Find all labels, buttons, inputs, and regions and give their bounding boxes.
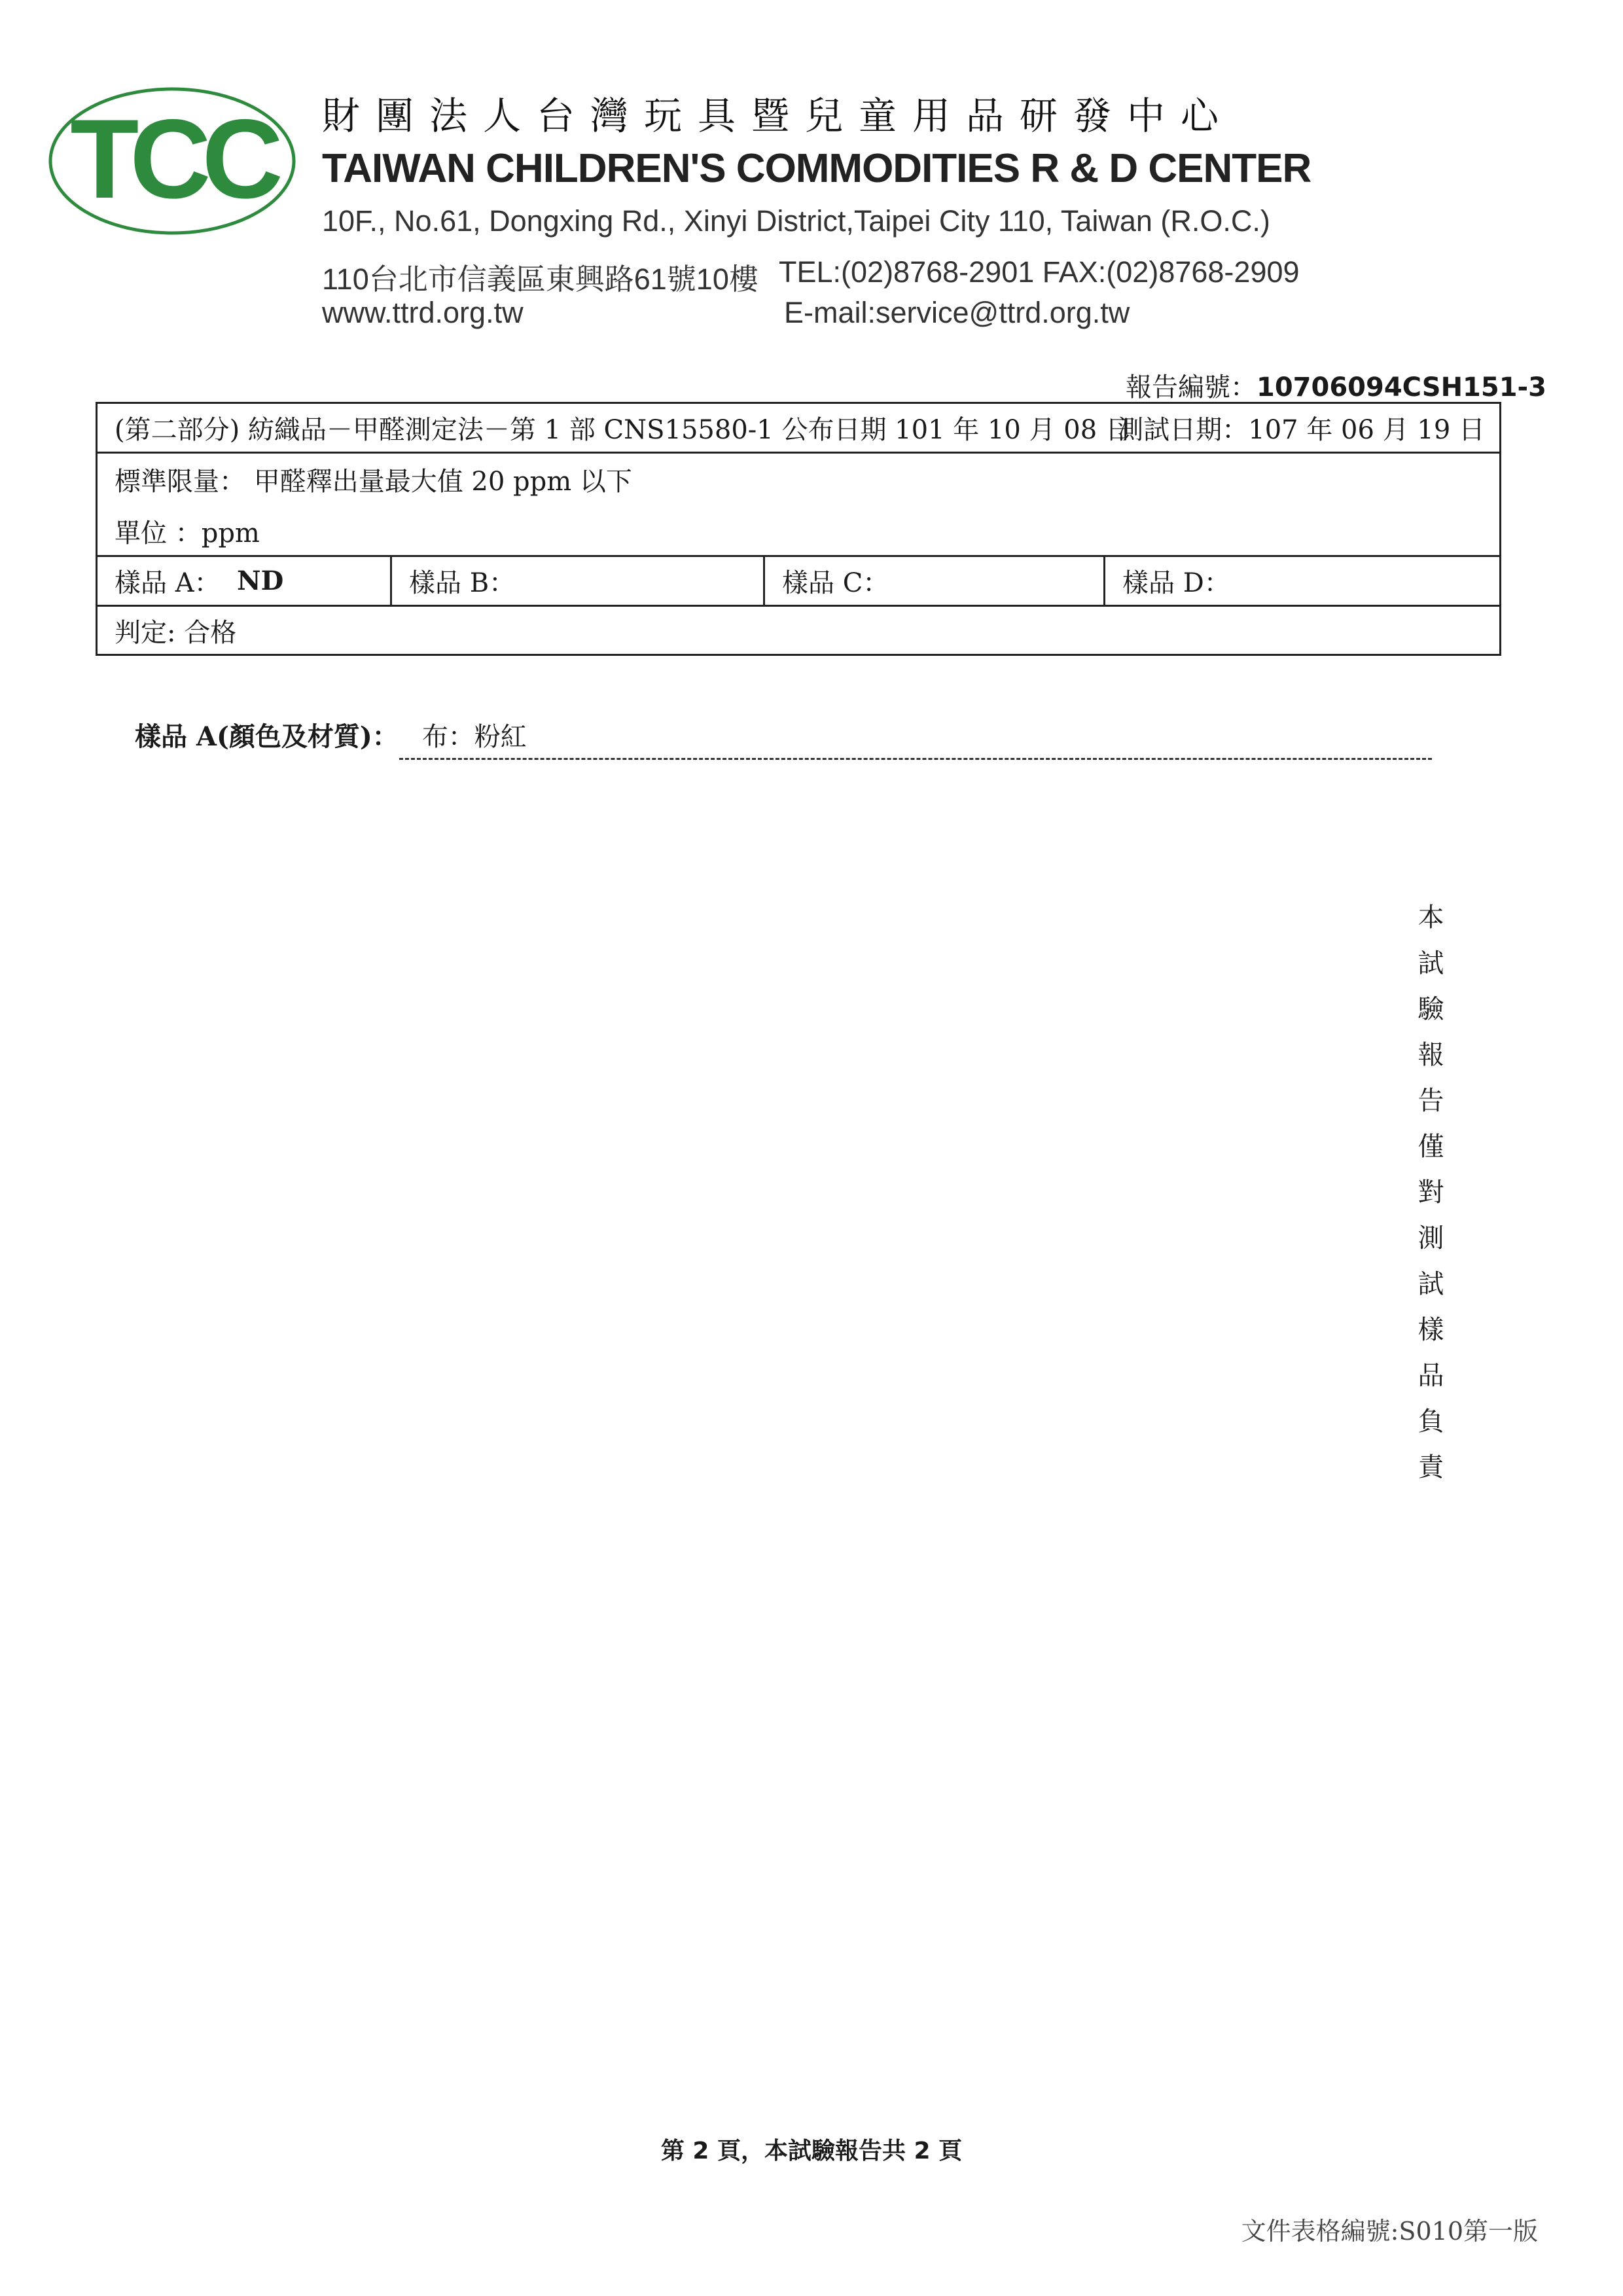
- address-en: 10F., No.61, Dongxing Rd., Xinyi District,Taipei City 110, Taiwan (R.O.C.): [322, 204, 1270, 238]
- report-number-value: 10706094CSH151-3: [1257, 372, 1546, 403]
- test-date: 測試日期：107 年 06 月 19 日: [1117, 415, 1485, 445]
- unit: 單位 ：ppm: [115, 518, 260, 548]
- tel-fax: TEL:(02)8768-2901 FAX:(02)8768-2909: [779, 255, 1300, 289]
- verdict-row: [98, 607, 1499, 654]
- vertical-disclaimer: 本試驗報告僅對測試樣品負責: [1414, 903, 1444, 1499]
- page-count: 第 2 頁，本試驗報告共 2 頁: [660, 2138, 963, 2164]
- address-zh: 110台北市信義區東興路61號10樓: [322, 262, 758, 296]
- sample-c-label: 樣品 C：: [782, 568, 889, 598]
- sample-description-value: 布：粉紅: [421, 722, 527, 752]
- sample-b-label: 樣品 B：: [409, 568, 516, 598]
- org-name-zh: 財團法人台灣玩具暨兒童用品研發中心: [322, 94, 1235, 138]
- limit-row: [98, 454, 1499, 557]
- website: www.ttrd.org.tw: [322, 296, 524, 329]
- result-table: [96, 402, 1501, 656]
- dashed-divider: [399, 758, 1432, 760]
- sample-c-cell: [765, 557, 1105, 605]
- standard-limit: 標準限量： 甲醛釋出量最大值 20 ppm 以下: [115, 467, 632, 497]
- org-name-en: TAIWAN CHILDREN'S COMMODITIES R & D CENTER: [322, 146, 1311, 191]
- samples-row: [98, 557, 1499, 607]
- test-method: (第二部分) 紡織品－甲醛測定法－第 1 部 CNS15580-1 公布日期 101 年 10 月 08 日: [115, 415, 1132, 445]
- sample-d-label: 樣品 D：: [1122, 568, 1230, 598]
- report-number-label: 報告編號：: [1126, 372, 1257, 403]
- verdict: 判定: 合格: [115, 617, 237, 648]
- method-row: [98, 404, 1499, 454]
- sample-description: [135, 716, 527, 753]
- sample-a-cell: [98, 557, 392, 605]
- sample-a-label: 樣品 A：: [115, 568, 221, 598]
- sample-d-cell: [1105, 557, 1499, 605]
- sample-b-cell: [392, 557, 765, 605]
- sample-a-value: ND: [237, 565, 284, 596]
- report-number: [1126, 367, 1546, 404]
- email: E-mail:service@ttrd.org.tw: [784, 296, 1130, 329]
- sample-description-label: 樣品 A(顏色及材質)：: [135, 721, 399, 752]
- tcc-logo: [47, 85, 297, 237]
- form-number: 文件表格編號:S010第一版: [1241, 2217, 1538, 2246]
- logo-text: TCC: [70, 96, 274, 222]
